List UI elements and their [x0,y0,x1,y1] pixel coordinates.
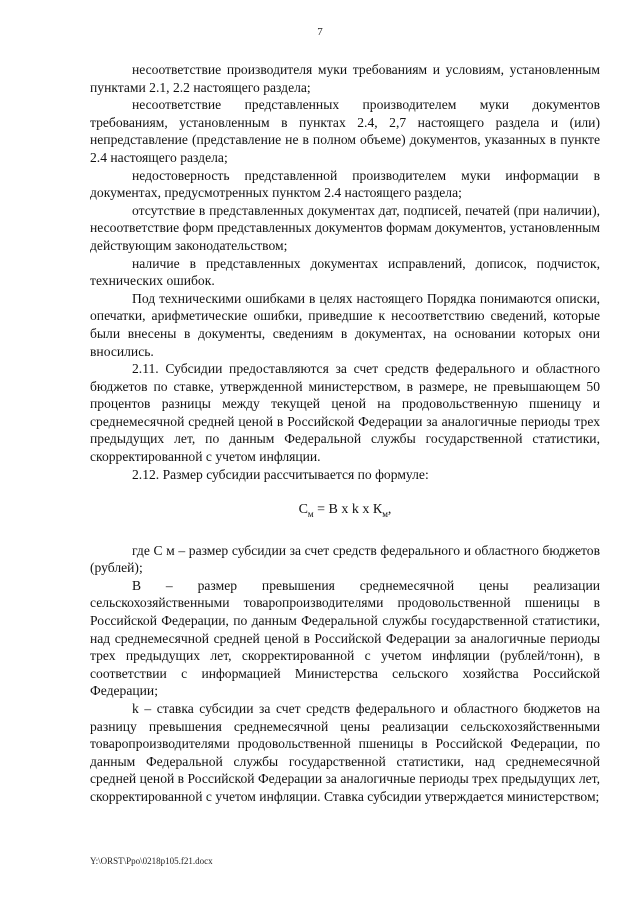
formula-rhs-subscript: м [382,509,388,520]
document-body [90,61,600,806]
page-number: 7 [317,26,323,38]
formula [90,501,600,523]
formula-lhs: С [298,502,308,518]
footer-file-path: Y:\ORST\Ppo\0218p105.f21.docx [90,856,213,866]
paragraph: В – размер превышения среднемесячной цены реализации сельскохозяйственными товаропроизводителями продовольственной пшеницы в Российской Федерации, по данным Федеральной службы государственной статистики, над среднемесячной средней ценой в Российской Федерации за аналогичные периоды трех предыдущих лет, скорректированной с учетом инфляции (рублей/тонн), в соответствии с информацией Министерства сельского хозяйства Российской Федерации; [90,577,600,699]
paragraph: Под техническими ошибками в целях настоящего Порядка понимаются описки, опечатки, арифметические ошибки, приведшие к несоответствию сведений, которые были внесены в документы, сведениям в документах, на основании которых они вносились. [90,290,600,359]
formula-tail: , [387,502,392,518]
paragraph: 2.12. Размер субсидии рассчитывается по формуле: [132,466,429,482]
paragraph: несоответствие представленных производителем муки документов требованиям, установленным в пунктах 2.4, 2,7 настоящего раздела и (или) непредставление (представление не в полном объеме) документов, указанных в пункте 2.4 настоящего раздела; [90,97,600,165]
paragraph: 2.11. Субсидии предоставляются за счет средств федерального и областного бюджетов по ставке, утвержденной министерством, в размере, не превышающем 50 процентов разницы между текущей ценой на продовольственную пшеницу и среднемесячной средней ценой в Российской Федерации за аналогичные периоды трех предыдущих лет, по данным Федеральной службы государственной статистики, скорректированной с учетом инфляции. [90,361,600,465]
paragraph: k – ставка субсидии за счет средств федерального и областного бюджетов на разницу превышения среднемесячной цены реализации сельскохозяйственными товаропроизводителями продовольственной пшеницы в Российской Федерации, по данным Федеральной службы государственной статистики, над среднемесячной средней ценой в Российской Федерации за аналогичные периоды трех предыдущих лет, скорректированной с учетом инфляции. Ставка субсидии утверждается министерством; [90,700,600,804]
paragraph: наличие в представленных документах исправлений, дописок, подчисток, технических ошибок. [90,255,600,289]
paragraph: недостоверность представленной производителем муки информации в документах, предусмотренных пунктом 2.4 настоящего раздела; [90,167,600,201]
paragraph: где С м – размер субсидии за счет средств федерального и областного бюджетов (рублей); [90,542,600,576]
paragraph: отсутствие в представленных документах дат, подписей, печатей (при наличии), несоответствие форм представленных документов формам документов, установленным действующим законодательством; [90,202,600,253]
paragraph: несоответствие производителя муки требованиям и условиям, установленным пунктами 2.1, 2.2 настоящего раздела; [90,62,600,95]
formula-middle: = В x k x К [313,502,383,518]
formula-lhs-subscript: м [307,509,314,520]
